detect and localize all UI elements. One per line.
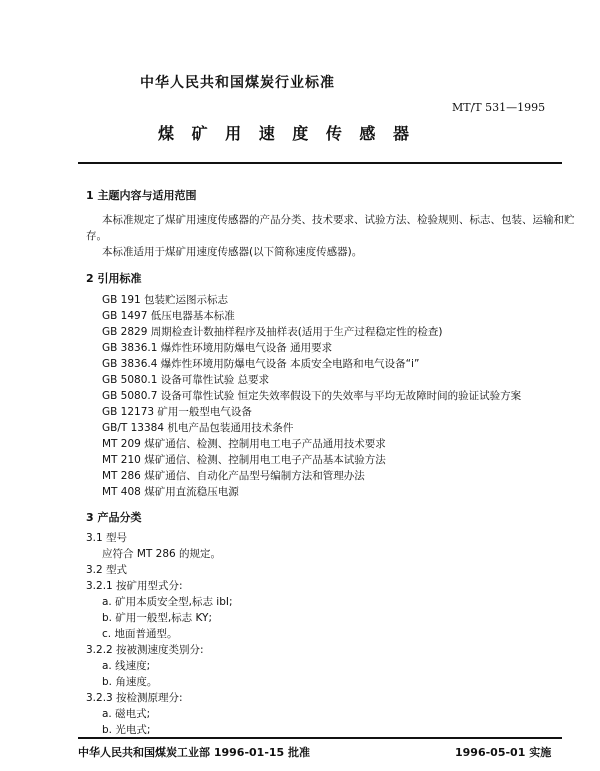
clause-3-2-heading: 3.2 型式 <box>86 564 128 576</box>
list-item: a. 磁电式; <box>102 708 151 720</box>
reference-item: GB 3836.4 爆炸性环境用防爆电气设备 本质安全电路和电气设备“i” <box>102 358 420 370</box>
clause-3-2-3-heading: 3.2.3 按检测原理分: <box>86 692 183 704</box>
list-item: b. 光电式; <box>102 724 151 736</box>
standard-number: MT/T 531—1995 <box>452 101 546 114</box>
section-3-heading: 3 产品分类 <box>86 511 142 524</box>
section-1-para-2: 本标准适用于煤矿用速度传感器(以下简称速度传感器)。 <box>102 246 363 258</box>
reference-item: GB 5080.1 设备可靠性试验 总要求 <box>102 374 270 386</box>
effective-date: 1996-05-01 实施 <box>455 746 552 759</box>
reference-item: MT 210 煤矿通信、检测、控制用电工电子产品基本试验方法 <box>102 454 386 466</box>
list-item: b. 角速度。 <box>102 676 158 688</box>
clause-3-2-1-heading: 3.2.1 按矿用型式分: <box>86 580 183 592</box>
reference-item: GB 3836.1 爆炸性环境用防爆电气设备 通用要求 <box>102 342 333 354</box>
section-1-para-1-line-1: 本标准规定了煤矿用速度传感器的产品分类、技术要求、试验方法、检验规则、标志、包装、运输和贮 <box>102 214 575 226</box>
issuing-body: 中华人民共和国煤炭行业标准 <box>140 75 335 91</box>
approval-line: 中华人民共和国煤炭工业部 1996-01-15 批准 <box>78 746 311 759</box>
section-1-para-1-line-2: 存。 <box>86 230 107 242</box>
clause-3-2-2-heading: 3.2.2 按被测速度类别分: <box>86 644 204 656</box>
clause-3-1-heading: 3.1 型号 <box>86 532 128 544</box>
document-title: 煤 矿 用 速 度 传 感 器 <box>158 124 415 143</box>
reference-item: GB/T 13384 机电产品包装通用技术条件 <box>102 422 294 434</box>
reference-item: GB 1497 低压电器基本标准 <box>102 310 235 322</box>
list-item: b. 矿用一般型,标志 KY; <box>102 612 212 624</box>
reference-item: MT 209 煤矿通信、检测、控制用电工电子产品通用技术要求 <box>102 438 386 450</box>
header-rule <box>78 162 562 164</box>
section-1-heading: 1 主题内容与适用范围 <box>86 189 197 202</box>
reference-item: GB 5080.7 设备可靠性试验 恒定失效率假设下的失效率与平均无故障时间的验证试验方案 <box>102 390 522 402</box>
section-2-heading: 2 引用标准 <box>86 272 142 285</box>
footer-rule <box>78 737 562 739</box>
reference-item: GB 2829 周期检查计数抽样程序及抽样表(适用于生产过程稳定性的检查) <box>102 326 443 338</box>
reference-item: GB 191 包装贮运图示标志 <box>102 294 229 306</box>
reference-item: GB 12173 矿用一般型电气设备 <box>102 406 252 418</box>
reference-item: MT 286 煤矿通信、自动化产品型号编制方法和管理办法 <box>102 470 365 482</box>
list-item: a. 线速度; <box>102 660 151 672</box>
list-item: c. 地面普通型。 <box>102 628 178 640</box>
clause-3-1-text: 应符合 MT 286 的规定。 <box>102 548 222 560</box>
list-item: a. 矿用本质安全型,标志 ibI; <box>102 596 233 608</box>
reference-item: MT 408 煤矿用直流稳压电源 <box>102 486 239 498</box>
